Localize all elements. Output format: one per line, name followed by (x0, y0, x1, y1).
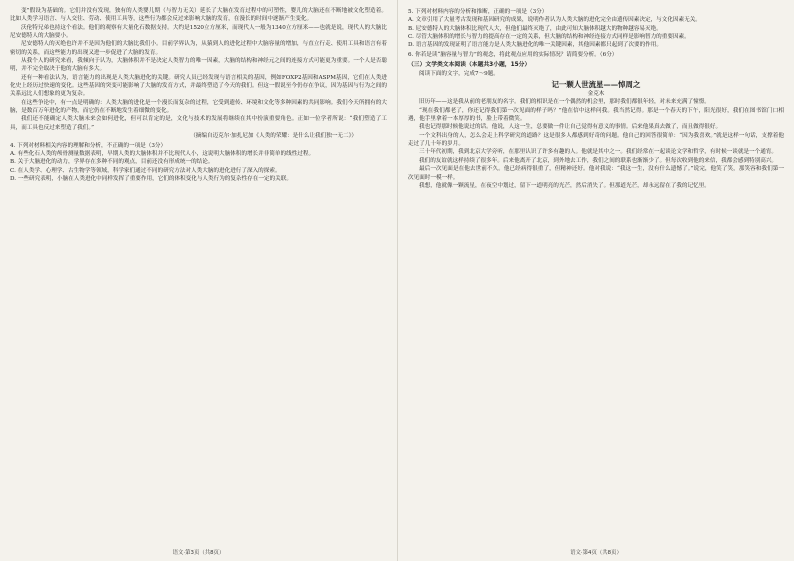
story-paragraph-1: 旧历年——这是我从前的老朋友的名字。我们的相识是在一个偶然的机会里，那时我们都很年轻，对未来充满了憧憬。 (419, 99, 710, 106)
section-heading: （三）文学类文本阅读（本题共3小题，15分） (408, 62, 531, 69)
question-5-option-b: B. 尼安德特人的大脑体积比现代人大，但他们最终灭绝了，由此可知大脑体积越大的物种越容易灭绝。 (408, 25, 662, 32)
story-paragraph-4: 一个文科出身的人，怎么会走上科学研究的道路？这是很多人都感到好奇的问题。他自己的回答很简单：“因为我喜欢。”就是这样一句话，支撑着他走过了几十年的岁月。 (408, 132, 784, 148)
left-paragraph-2: 沃伦特兄弟也持这个看法。他们的观察有大量化石数据支持。大约是1520立方厘米，而现代人一般为1340立方厘米——也就是说，现代人的大脑比尼安德特人的大脑要小。 (10, 24, 387, 40)
story-paragraph-7: 最后一次见面是在他去世前不久。他已经病得很重了，但精神还好。他对我说：“我这一生，没有什么遗憾了。”说完，他笑了笑，那笑容和我们第一次见面时一模一样。 (408, 166, 784, 181)
left-paragraph-3: 尼安德特人的灭绝也许并不是因为他们的大脑比我们小。目前学界认为，从猿到人的进化过程中大脑容量的增加，与直立行走、使用工具和语言有着密切的关系，而这些能力的出现又进一步促进了大脑的发育。 (10, 41, 387, 56)
story-paragraph-2: “现在我们都老了，你还记得我们第一次见面的样子吗？”他在信中这样问我。我当然记得。那是一个春天的下午，阳光很好，我们在图书馆门口相遇，他手里拿着一本厚厚的书，脸上带着微笑。 (408, 107, 784, 123)
question-5-option-d: D. 语言基因的发现证明了语言能力是人类大脑进化的唯一关键因素，其他因素都只起到了次要的作用。 (408, 42, 662, 49)
question-5-option-a: A. 文章引用了大量考古发现和基因研究的成果，说明作者认为人类大脑的进化完全由遗传因素决定，与文化因素无关。 (408, 17, 701, 24)
question-6: 6. 你若是读“脑容量与智力”的观念，将此观点应用的实际情况？请简要分析。（6分） (408, 51, 618, 58)
story-paragraph-6: 我们的友谊就这样持续了很多年。后来他离开了北京，到外地去工作，我们之间的联系也渐渐少了。但每次收到他的来信，我都会感到特别高兴。 (419, 157, 778, 164)
source-citation: （摘编自迈克尔·加扎尼加《人类的荣耀：是什么让我们独一无二》） (190, 133, 357, 140)
question-4-option-d: D. 一些研究表明，小脑在人类进化中同样发挥了重要作用，它们的体积变化与人类行为的复杂性存在一定的关联。 (10, 175, 292, 182)
right-page (397, 0, 794, 561)
story-paragraph-5: 三十年代初期，我到北京大学旁听，在那里认识了许多有趣的人。他就是其中之一。我们经常在一起谈论文学和哲学，有时候一谈就是一个通宵。 (419, 149, 778, 156)
question-5-stem: 5. 下列对材料内容的分析和推断，正确的一项是（3分） (408, 9, 548, 15)
left-paragraph-5: 还有一种看法认为，语言能力的出现是人类大脑进化的关键。研究人员已经发现与语言相关的基因，例如FOXP2基因和ASPM基因，它们在人类进化史上经历过快速的变化。这些基因的突变可能影响了大脑的发育方式，并最终塑造了今天的我们。但这一假说至今仍存在争议，因为基因与行为之间的关系远比人们想象的更为复杂。 (10, 74, 387, 98)
left-paragraph-6: 在这些争论中，有一点是明确的：人类大脑的进化是一个漫长而复杂的过程，它受到遗传、环境和文化等多种因素的共同影响。我们今天所拥有的大脑，是数百万年进化的产物，而它仍在不断地发生着细微的变化。 (10, 99, 387, 115)
question-4-option-c: C. 在人类学、心理学、古生物学等领域，科学家们通过不同的研究方法对人类大脑的进化进行了深入的探索。 (10, 167, 281, 174)
reading-instruction: 阅读下面的文字，完成7～9题。 (419, 71, 499, 78)
story-title: 记一颗人世流星——悼周之 (551, 80, 641, 90)
story-author: 金克木 (587, 91, 605, 98)
question-4-option-b: B. 关于大脑进化的动力，学界存在多种不同的观点，目前还没有形成统一的结论。 (10, 159, 214, 166)
page-footer-left: 语文·第3页（共8页） (172, 550, 225, 556)
question-4-option-a: A. 有些化石人类的颅骨测量数据表明，早期人类的大脑体积并不比现代人小，这说明大脑体积的增长并非简单的线性过程。 (10, 150, 315, 157)
page-footer-right: 语文·第4页（共8页） (570, 550, 622, 556)
left-paragraph-7: 我们还不能确定人类大脑未来会如何进化，但可以肯定的是，文化与技术的发展将继续在其中扮演重要角色。正如一位学者所说：“我们塑造了工具，而工具也反过来塑造了我们。” (10, 116, 387, 131)
story-paragraph-8: 我想，他就像一颗流星，在夜空中划过，留下一道明亮的光芒，然后消失了。但那道光芒，却永远留在了我的记忆里。 (419, 182, 710, 189)
question-4-stem: 4. 下列对材料相关内容的理解和分析，不正确的一项是（3分） (10, 142, 167, 149)
left-paragraph-4: 从我个人的研究来看，我倾向于认为，大脑体积并不是决定人类智力的唯一因素，大脑的结构和神经元之间的连接方式可能更为重要。一个人是否聪明，并不完全取决于他的大脑有多大。 (10, 58, 387, 73)
question-5-option-c: C. 尽管大脑体积的增长与智力的提高存在一定的关系，但大脑的结构和神经连接方式同样是影响智力的重要因素。 (408, 34, 690, 41)
left-paragraph-1: 变”假设为基础的。它们并没有发现，独有的人类婴儿期（与智力无关）延长了大脑在发育过程中的可塑性，婴儿的大脑还在不断地被文化塑造着。比如人类学习语言、与人交往、劳动、使用工具等，这些行为都会反过来影响大脑的发育，在漫长的时间中逐渐产生变化。 (10, 8, 387, 23)
story-paragraph-3: 我也记得那时候他说过的话。他说，人这一生，总要做一件让自己觉得有意义的事情。后来他果真去做了，而且做得很好。 (419, 124, 722, 131)
